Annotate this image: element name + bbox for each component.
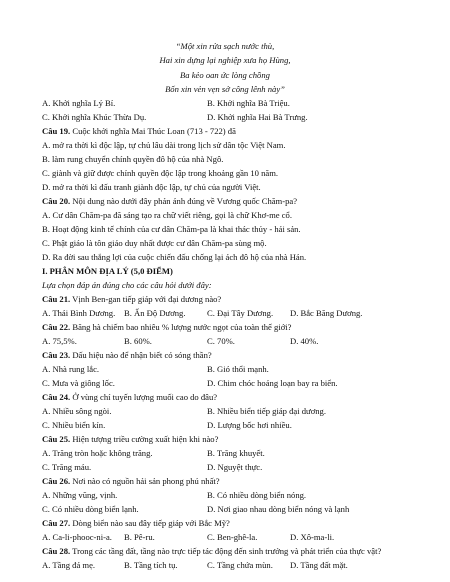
q20-text: Nội dung nào dưới đây phản ánh đúng về Vương quốc Chăm-pa? xyxy=(70,196,298,206)
q21-number: Câu 21. xyxy=(42,294,71,304)
q27-option-d: D. Xô-ma-li. xyxy=(290,532,335,542)
q26-option-a: A. Những vũng, vịnh. xyxy=(42,490,118,500)
q28-question xyxy=(42,546,381,557)
q19-text: Cuộc khởi nghĩa Mai Thúc Loan (713 - 722) đã xyxy=(70,126,236,136)
q22-text: Băng hà chiếm bao nhiêu % lượng nước ngọt của toàn thế giới? xyxy=(70,322,292,332)
poem-line-3: Ba kẻo oan ức lòng chồng xyxy=(180,70,270,80)
section-title: I. PHÂN MÔN ĐỊA LÝ (5,0 ĐIỂM) xyxy=(42,266,173,276)
poem-line-1: “Một xin rửa sạch nước thù, xyxy=(175,41,275,51)
q26-option-b: B. Có nhiều dòng biển nóng. xyxy=(207,490,307,500)
q22-option-c: C. 70%. xyxy=(207,336,235,346)
q19-option-c: C. giành và giữ được chính quyền độc lập trong khoảng gần 10 năm. xyxy=(42,168,279,178)
q25-option-d: D. Nguyệt thực. xyxy=(207,462,263,472)
q23-option-b: B. Gió thổi mạnh. xyxy=(207,364,269,374)
q24-option-b: B. Nhiều biển tiếp giáp đại dương. xyxy=(207,406,326,416)
q27-question xyxy=(42,518,230,529)
q26-number: Câu 26. xyxy=(42,476,71,486)
q23-number: Câu 23. xyxy=(42,350,71,360)
q18-option-a: A. Khởi nghĩa Lý Bí. xyxy=(42,98,116,108)
q23-text: Dấu hiệu nào để nhận biết có sóng thần? xyxy=(70,350,212,360)
q20-option-a: A. Cư dân Chăm-pa đã sáng tạo ra chữ viết riêng, gọi là chữ Khơ-me cổ. xyxy=(42,210,292,220)
q26-option-d: D. Nơi giao nhau dòng biển nóng và lạnh xyxy=(207,504,350,514)
poem-line-2: Hai xin dựng lại nghiệp xưa họ Hùng, xyxy=(159,55,291,65)
q20-option-b: B. Hoạt động kinh tế chính của cư dân Chăm-pa là khai thác thủy - hải sản. xyxy=(42,224,301,234)
q22-option-b: B. 60%. xyxy=(124,336,152,346)
q21-option-c: C. Đại Tây Dương. xyxy=(207,308,274,318)
q27-number: Câu 27. xyxy=(42,518,71,528)
q22-number: Câu 22. xyxy=(42,322,71,332)
poem-line-4: Bốn xin vẻn vẹn sở công lênh này” xyxy=(165,84,285,94)
q20-question xyxy=(42,196,297,207)
q27-option-c: C. Ben-ghê-la. xyxy=(207,532,258,542)
q24-question xyxy=(42,392,217,403)
q26-option-c: C. Có nhiều dòng biển lạnh. xyxy=(42,504,139,514)
q24-option-a: A. Nhiều sông ngòi. xyxy=(42,406,112,416)
q28-number: Câu 28. xyxy=(42,546,71,556)
q24-number: Câu 24. xyxy=(42,392,71,402)
q24-option-c: C. Nhiều biển kín. xyxy=(42,420,106,430)
q20-option-c: C. Phật giáo là tôn giáo duy nhất được cư dân Chăm-pa sùng mộ. xyxy=(42,238,267,248)
q28-text: Trong các tầng đất, tầng nào trực tiếp tác động đến sinh trưởng và phát triển của thực vật? xyxy=(70,546,382,556)
q25-text: Hiện tượng triều cường xuất hiện khi nào? xyxy=(70,434,219,444)
q23-option-c: C. Mưa và giông lốc. xyxy=(42,378,115,388)
q25-option-c: C. Trăng máu. xyxy=(42,462,92,472)
q24-option-d: D. Lượng bốc hơi nhiều. xyxy=(207,420,292,430)
q26-text: Nơi nào có nguồn hải sản phong phú nhất? xyxy=(70,476,220,486)
q21-question xyxy=(42,294,221,305)
q23-question xyxy=(42,350,212,361)
q19-option-a: A. mở ra thời kì độc lập, tự chủ lâu dài trong lịch sử dân tộc Việt Nam. xyxy=(42,140,286,150)
q23-option-a: A. Nhà rung lắc. xyxy=(42,364,100,374)
q27-option-a: A. Ca-li-phooc-ni-a. xyxy=(42,532,112,542)
q21-option-d: D. Bắc Băng Dương. xyxy=(290,308,363,318)
q18-option-b: B. Khởi nghĩa Bà Triệu. xyxy=(207,98,290,108)
q19-question xyxy=(42,126,236,137)
q20-number: Câu 20. xyxy=(42,196,71,206)
q19-option-b: B. làm rung chuyển chính quyền đô hộ của nhà Ngô. xyxy=(42,154,224,164)
q28-option-c: C. Tầng chứa mùn. xyxy=(207,560,273,570)
q27-text: Dòng biển nào sau đây tiếp giáp với Bắc Mỹ? xyxy=(70,518,230,528)
q25-option-b: B. Trăng khuyết. xyxy=(207,448,265,458)
q21-text: Vịnh Ben-gan tiếp giáp với đại dương nào? xyxy=(70,294,222,304)
q18-option-c: C. Khởi nghĩa Khúc Thừa Dụ. xyxy=(42,112,147,122)
q25-question xyxy=(42,434,218,445)
q28-option-a: A. Tầng đá mẹ. xyxy=(42,560,96,570)
q19-option-d: D. mở ra thời kì đấu tranh giành độc lập, tự chủ của người Việt. xyxy=(42,182,261,192)
q20-option-d: D. Ra đời sau thắng lợi của cuộc chiến đấu chống lại ách đô hộ của nhà Hán. xyxy=(42,252,307,262)
q24-text: Ở vùng chí tuyến lượng muối cao do đâu? xyxy=(70,392,218,402)
q27-option-b: B. Pê-ru. xyxy=(124,532,155,542)
q26-question xyxy=(42,476,220,487)
q28-option-b: B. Tầng tích tụ. xyxy=(124,560,178,570)
q22-option-d: D. 40%. xyxy=(290,336,319,346)
q18-option-d: D. Khởi nghĩa Hai Bà Trưng. xyxy=(207,112,308,122)
section-instruction: Lựa chọn đáp án đúng cho các câu hỏi dưới đây: xyxy=(42,280,212,290)
q21-option-b: B. Ấn Độ Dương. xyxy=(124,308,186,318)
q22-question xyxy=(42,322,291,333)
q21-option-a: A. Thái Bình Dương. xyxy=(42,308,116,318)
q23-option-d: D. Chim chóc hoảng loạn bay ra biển. xyxy=(207,378,338,388)
q25-number: Câu 25. xyxy=(42,434,71,444)
q28-option-d: D. Tầng đất mặt. xyxy=(290,560,348,570)
q19-number: Câu 19. xyxy=(42,126,71,136)
q22-option-a: A. 75,5%. xyxy=(42,336,77,346)
q25-option-a: A. Trăng tròn hoặc không trăng. xyxy=(42,448,153,458)
